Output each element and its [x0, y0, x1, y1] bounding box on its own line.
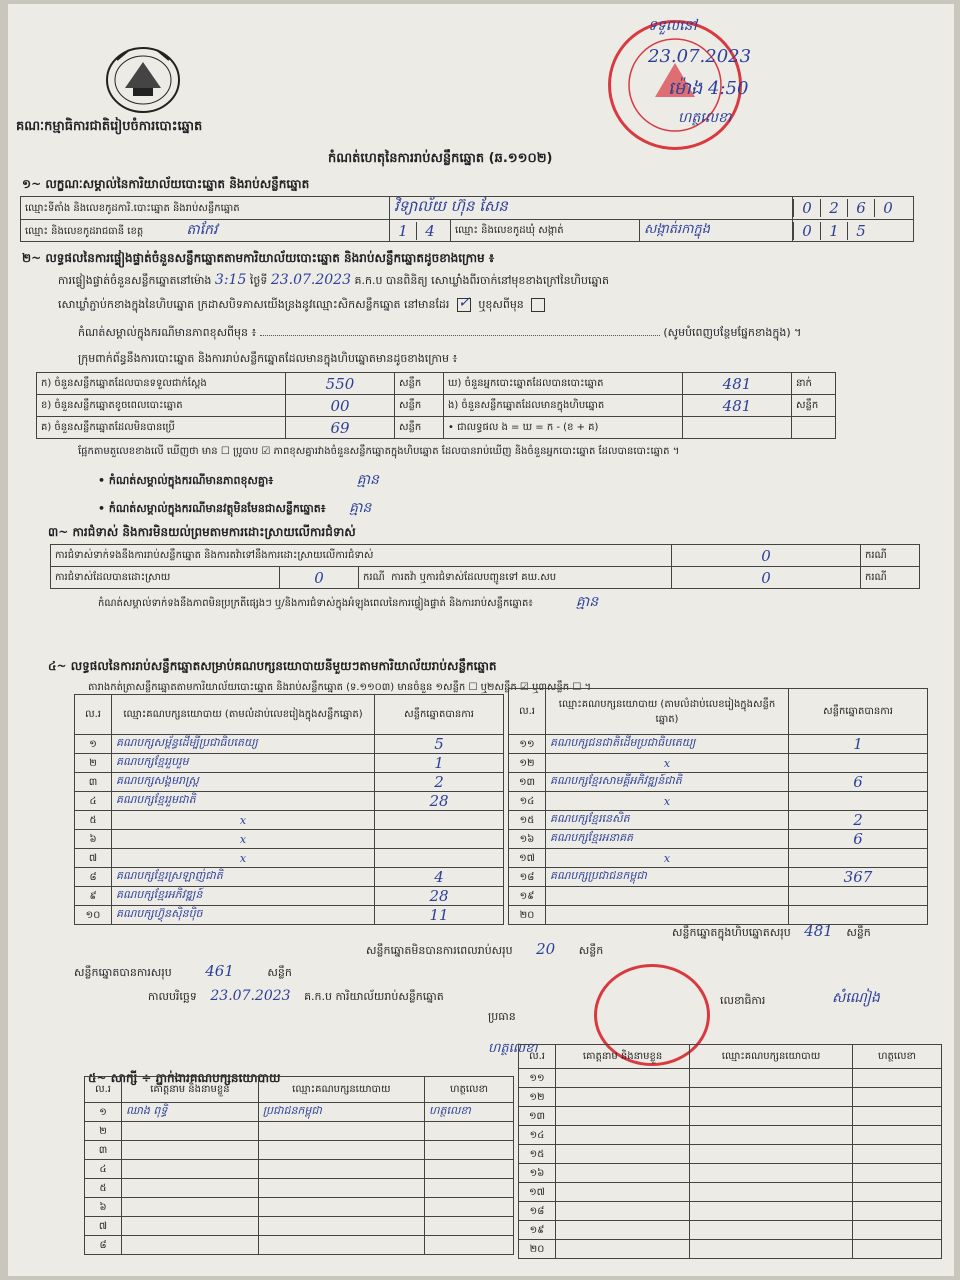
- result-row: [509, 735, 928, 754]
- col-no: ល.រ: [519, 1045, 556, 1069]
- vote-count: 1: [375, 754, 504, 773]
- date-value: 23.07.2023: [210, 988, 291, 1004]
- row-number: ១៥: [509, 811, 546, 830]
- witness-row: [519, 1145, 942, 1164]
- witness-row: [519, 1088, 942, 1107]
- results-table-right: [508, 688, 928, 925]
- commune-label: ឈ្មោះ និងលេខកូដឃុំ សង្កាត់: [451, 220, 640, 242]
- count-label-right: • ជាលទ្ធផល ង = ឃ = ក - (ខ + គ): [444, 417, 683, 439]
- result-row: [75, 735, 504, 754]
- stamp-signature: ហត្ថលេខា: [678, 110, 732, 126]
- witness-row: [85, 1198, 514, 1217]
- witness-signature: [853, 1202, 942, 1221]
- witness-party: [258, 1141, 424, 1160]
- col-party: ឈ្មោះគណបក្សនយោបាយ (តាមលំដាប់លេខរៀងក្នុងសន្លឹកឆ្នោត): [112, 695, 375, 735]
- total-invalid-label: សន្លឹកឆ្នោតមិនបានការពេលរាប់សរុប: [366, 944, 513, 957]
- count-unit: សន្លឹក: [395, 395, 444, 417]
- witness-name: ឈាង ពុទ្ធិ: [122, 1103, 259, 1122]
- totals-invalid: [366, 940, 603, 960]
- vote-count: 28: [375, 792, 504, 811]
- witness-party: [690, 1126, 853, 1145]
- note-label: កំណត់សម្គាល់ក្នុងករណីមានភាពខុសពីមុន ៖: [78, 326, 257, 339]
- result-row: [509, 830, 928, 849]
- bullet2: [98, 498, 371, 519]
- row-number: ១៨: [519, 1202, 556, 1221]
- count-value: 550: [286, 373, 395, 395]
- objection-table: [50, 544, 920, 589]
- col-sign: ហត្ថលេខា: [853, 1045, 942, 1069]
- date-line: [148, 988, 444, 1006]
- witness-signature: [425, 1179, 514, 1198]
- witness-name: [122, 1122, 259, 1141]
- party-name: គណបក្សខ្មែររួបរួម: [112, 754, 375, 773]
- row-number: ៩: [75, 887, 112, 906]
- witness-table-left: [84, 1076, 514, 1255]
- witness-name: [556, 1145, 690, 1164]
- witness-row: [519, 1202, 942, 1221]
- result-row: [75, 754, 504, 773]
- bullet1-value: គ្មាន: [356, 472, 379, 488]
- result-row: [75, 887, 504, 906]
- witness-name: [122, 1141, 259, 1160]
- witness-party: [258, 1160, 424, 1179]
- unit: សន្លឹក: [846, 926, 871, 939]
- witness-row: [519, 1069, 942, 1088]
- note-dots: [260, 335, 660, 336]
- row-number: ១១: [519, 1069, 556, 1088]
- party-name: x: [546, 792, 789, 811]
- row-number: ១៩: [519, 1221, 556, 1240]
- vote-count: [789, 792, 928, 811]
- count-unit-right: សន្លឹក: [792, 395, 836, 417]
- witness-row: [85, 1179, 514, 1198]
- witness-row: [85, 1122, 514, 1141]
- stamp-time: ម៉ោង 4:50: [668, 78, 749, 99]
- verify-line-2-text: សោឃ្លាំភ្ជាប់កខាងក្នុងនៃហិបឆ្នោត ក្រដាសបិទភាសយើងន្រងនូវឈ្មោះសិកសន្លឹកឆ្នោត នៅមានដែរ: [58, 298, 450, 311]
- vote-count: [375, 811, 504, 830]
- witness-party: [690, 1107, 853, 1126]
- row-number: ១៤: [509, 792, 546, 811]
- row-number: ៤: [75, 792, 112, 811]
- count-value-right: 481: [683, 373, 792, 395]
- secretary-signature: សំណៀង: [832, 990, 880, 1006]
- vote-count: [789, 887, 928, 906]
- result-row: [75, 849, 504, 868]
- chair-signature: ហត្ថលេខា: [488, 1041, 538, 1056]
- checkbox-empty[interactable]: [531, 298, 545, 312]
- verify-line-b: ថ្ងៃទី: [249, 274, 268, 287]
- row-number: ២០: [509, 906, 546, 925]
- section1-heading: ១~ លក្ខណៈសម្គាល់នៃការិយាល័យបោះឆ្នោត និងរាប់សន្លឹកឆ្នោត: [22, 177, 310, 191]
- row-number: ១៧: [519, 1183, 556, 1202]
- count-label: គ) ចំនួនសន្លឹកឆ្នោតដែលមិនបានប្រើ: [37, 417, 286, 439]
- objection-note-label: កំណត់សម្គាល់ទាក់ទងនឹងភាពមិនប្រក្រតីផ្សេងៗ ឬ/និងការជំទាស់ក្នុងអំឡុងពេលនៃការផ្ទៀងផ្ទាត់ និងការរាប់សន្លឹកឆ្នោត៖: [98, 598, 533, 609]
- row-number: ១: [85, 1103, 122, 1122]
- row-number: ១៦: [509, 830, 546, 849]
- count-label-right: ង) ចំនួនសន្លឹកឆ្នោតដែលមានក្នុងហិបឆ្នោត: [444, 395, 683, 417]
- row-number: ១១: [509, 735, 546, 754]
- col-name: គោត្តនាម និងនាមខ្លួន: [556, 1045, 690, 1069]
- witness-row: [519, 1183, 942, 1202]
- form-sheet: [8, 4, 954, 1276]
- count-label-right: ឃ) ចំនួនអ្នកបោះឆ្នោតដែលបានបោះឆ្នោត: [444, 373, 683, 395]
- verify-time: 3:15: [214, 272, 247, 288]
- committee: គ.ក.ប ការិយាល័យរាប់សន្លឹកឆ្នោត: [304, 990, 444, 1003]
- count-row: [37, 373, 836, 395]
- result-row: [75, 811, 504, 830]
- count-unit-right: នាក់: [792, 373, 836, 395]
- unit-text: ករណី: [363, 572, 385, 583]
- count-value: 69: [286, 417, 395, 439]
- col-party: ឈ្មោះគណបក្សនយោបាយ: [690, 1045, 853, 1069]
- unit: សន្លឹក: [267, 966, 292, 979]
- witness-row: [85, 1217, 514, 1236]
- witness-party: [690, 1183, 853, 1202]
- party-name: គណបក្សជនជាតិដើមប្រជាធិបតេយ្យ: [546, 735, 789, 754]
- witness-party: [690, 1164, 853, 1183]
- party-name: គណបក្សខ្មែរសាមគ្គីអភិវឌ្ឍន៍ជាតិ: [546, 773, 789, 792]
- vote-count: [789, 849, 928, 868]
- forwarded-unit: ករណី: [861, 567, 920, 589]
- vote-count: 28: [375, 887, 504, 906]
- result-row: [75, 773, 504, 792]
- row-number: ៥: [85, 1179, 122, 1198]
- witness-name: [556, 1240, 690, 1259]
- results-table-left: [74, 694, 504, 925]
- row-number: ៨: [75, 868, 112, 887]
- result-row: [509, 792, 928, 811]
- total-valid-label: សន្លឹកឆ្នោតបានការសរុប: [74, 966, 172, 979]
- witness-signature: [425, 1236, 514, 1255]
- count-row: [37, 417, 836, 439]
- bullet2-label: • កំណត់សម្គាល់ក្នុងករណីមានវត្ថុមិនមែនជាសន្លឹកឆ្នោត៖: [98, 502, 326, 515]
- vote-count: 6: [789, 830, 928, 849]
- witness-signature: [853, 1240, 942, 1259]
- code-digit: 1: [820, 222, 847, 240]
- witness-signature: [853, 1069, 942, 1088]
- date-label: កាលបរិច្ឆេទ: [148, 990, 197, 1003]
- result-row: [75, 792, 504, 811]
- col-no: ល.រ: [509, 689, 546, 735]
- objection-row1-label: ការជំទាស់ទាក់ទងនឹងការរាប់សន្លឹកឆ្នោត និងការតវ៉ាទៅនឹងការដោះស្រាយលើការជំទាស់: [51, 545, 672, 567]
- witness-signature: [853, 1126, 942, 1145]
- witness-signature: [853, 1221, 942, 1240]
- location-value: វិទ្យាល័យ ហ៊ុន សែន: [390, 197, 793, 220]
- witness-name: [556, 1069, 690, 1088]
- witness-name: [122, 1217, 259, 1236]
- vote-count: 5: [375, 735, 504, 754]
- verify-line: [58, 272, 609, 290]
- objection-note: [98, 592, 598, 613]
- party-name: គណបក្សសម្ព័ន្ធដើម្បីប្រជាធិបតេយ្យ: [112, 735, 375, 754]
- province-label-text: ឈ្មោះ និងលេខកូដរាជធានី ខេត្ត: [25, 226, 144, 237]
- row-number: ១៩: [509, 887, 546, 906]
- party-name: [546, 887, 789, 906]
- result-row: [509, 887, 928, 906]
- witness-row: [85, 1141, 514, 1160]
- witness-name: [556, 1202, 690, 1221]
- stamp-date: 23.07.2023: [648, 46, 752, 67]
- witness-row: [519, 1221, 942, 1240]
- party-name: គណបក្សខ្មែររួមជាតិ: [112, 792, 375, 811]
- witness-name: [556, 1164, 690, 1183]
- col-no: ល.រ: [85, 1077, 122, 1103]
- code-digit: 0: [874, 199, 901, 217]
- party-name: គណបក្សសង្គមរាស្ត្រ: [112, 773, 375, 792]
- forwarded-label-text: ការតវ៉ា ឬការជំទាស់ដែលបញ្ជូនទៅ គឃ.សប: [391, 572, 557, 583]
- row-number: ៦: [75, 830, 112, 849]
- party-name: គណបក្សហ៊្វុនស៊ិនប៉ិច: [112, 906, 375, 925]
- row-number: ១២: [509, 754, 546, 773]
- org-name: គណៈកម្មាធិការជាតិរៀបចំការបោះឆ្នោត: [16, 119, 203, 134]
- witness-row: [519, 1164, 942, 1183]
- province-label: [21, 220, 390, 242]
- row-number: ១៦: [519, 1164, 556, 1183]
- witness-table-right: [518, 1044, 942, 1259]
- vote-count: [375, 849, 504, 868]
- forwarded-label: [359, 567, 672, 589]
- vote-count: 11: [375, 906, 504, 925]
- province-value: តាកែវ: [186, 222, 218, 238]
- province-code: [390, 220, 451, 242]
- location-code: [793, 197, 914, 220]
- col-votes: សន្លឹកឆ្នោតបានការ: [789, 689, 928, 735]
- col-party: ឈ្មោះគណបក្សនយោបាយ (តាមលំដាប់លេខរៀងក្នុងសន្លឹកឆ្នោត): [546, 689, 789, 735]
- vote-count: 367: [789, 868, 928, 887]
- result-row: [509, 773, 928, 792]
- col-name: គោត្តនាម និងនាមខ្លួន: [122, 1077, 259, 1103]
- witness-signature: [425, 1198, 514, 1217]
- totals-line: [74, 962, 292, 982]
- verify-line-c: គ.ក.ប បានពិនិត្យ សោឃ្លាំងពីរចាក់នៅមុខខាងក្រៅនៃហិបឆ្នោត: [354, 274, 609, 287]
- witness-signature: [425, 1141, 514, 1160]
- witness-signature: [853, 1088, 942, 1107]
- col-votes: សន្លឹកឆ្នោតបានការ: [375, 695, 504, 735]
- party-name: គណបក្សខ្មែរស្រឡាញ់ជាតិ: [112, 868, 375, 887]
- stamp-received: ទទួលនៅ: [648, 18, 697, 34]
- result-row: [509, 811, 928, 830]
- vote-count: [375, 830, 504, 849]
- witness-row: [85, 1103, 514, 1122]
- row-number: ៨: [85, 1236, 122, 1255]
- code-digit: 1: [398, 221, 408, 240]
- row-number: ៧: [85, 1217, 122, 1236]
- count-value-right: 481: [683, 395, 792, 417]
- witness-row: [519, 1240, 942, 1259]
- totals-box: [672, 922, 871, 942]
- row-number: ៣: [85, 1141, 122, 1160]
- vote-count: 4: [375, 868, 504, 887]
- witness-row: [85, 1236, 514, 1255]
- objection-note-value: គ្មាន: [575, 594, 599, 610]
- witness-name: [556, 1088, 690, 1107]
- count-value: 00: [286, 395, 395, 417]
- row-number: ១៣: [519, 1107, 556, 1126]
- witness-party: [690, 1088, 853, 1107]
- code-digit: 5: [847, 222, 874, 240]
- witness-party: [690, 1221, 853, 1240]
- row-number: ១២: [519, 1088, 556, 1107]
- witness-signature: [853, 1107, 942, 1126]
- row-number: ១: [75, 735, 112, 754]
- unit: សន្លឹក: [578, 944, 604, 957]
- objection-unit: ករណី: [861, 545, 920, 567]
- row-number: ៥: [75, 811, 112, 830]
- witness-party: [690, 1240, 853, 1259]
- row-number: ២: [85, 1122, 122, 1141]
- witness-party: [690, 1145, 853, 1164]
- witness-party: [258, 1122, 424, 1141]
- witness-name: [556, 1126, 690, 1145]
- commune-value: សង្កាត់រកាក្នុង: [640, 220, 793, 242]
- nec-emblem: [103, 42, 183, 114]
- vote-count: 2: [789, 811, 928, 830]
- witness-party: [690, 1069, 853, 1088]
- row-number: ៤: [85, 1160, 122, 1179]
- row-number: ១៤: [519, 1126, 556, 1145]
- witness-name: [556, 1183, 690, 1202]
- col-sign: ហត្ថលេខា: [425, 1077, 514, 1103]
- row-number: ១៧: [509, 849, 546, 868]
- party-name: គណបក្សខ្មែរនេសិត: [546, 811, 789, 830]
- row-number: ៣: [75, 773, 112, 792]
- bullet1: [98, 470, 379, 491]
- row-number: ៦: [85, 1198, 122, 1217]
- total-box-value: 481: [804, 922, 833, 940]
- total-valid-value: 461: [205, 962, 234, 980]
- vote-count: [789, 754, 928, 773]
- witness-row: [85, 1160, 514, 1179]
- count-unit: សន្លឹក: [395, 373, 444, 395]
- count-label: ខ) ចំនួនសន្លឹកឆ្នោតខូចពេលបោះឆ្នោត: [37, 395, 286, 417]
- section4-heading: ៤~ លទ្ធផលនៃការរាប់សន្លឹកឆ្នោតសម្រាប់គណបក្សនយោបាយនីមួយៗតាមការិយាល័យរាប់សន្លឹកឆ្នោត: [48, 659, 497, 673]
- result-row: [75, 906, 504, 925]
- witness-signature: [425, 1160, 514, 1179]
- section5-heading: ៥~ សាក្សី ÷ ភ្នាក់ងារគណបក្សនយោបាយ: [88, 1071, 281, 1085]
- result-row: [509, 754, 928, 773]
- witness-party: [258, 1198, 424, 1217]
- count-label: ក) ចំនួនសន្លឹកឆ្នោតដែលបានទទួលជាក់ស្តែង: [37, 373, 286, 395]
- row-number: ១៨: [509, 868, 546, 887]
- witness-name: [122, 1236, 259, 1255]
- row-number: ១០: [75, 906, 112, 925]
- witness-signature: [425, 1217, 514, 1236]
- result-row: [75, 830, 504, 849]
- checkbox-label: ឬខុសពីមុន: [478, 298, 524, 311]
- section4-sub: តារាងកត់ត្រាសន្លឹកឆ្នោតតាមការិយាល័យបោះឆ្នោត និងរាប់សន្លឹកឆ្នោត (ទ.១១០៣) មានចំនួន ១សន្លឹក ☐ ឬ២សន្លឹក ☑ ឬ៣សន្លឹក ☐ ។: [88, 682, 592, 693]
- result-row: [75, 868, 504, 887]
- vote-count: 2: [375, 773, 504, 792]
- section1-table: [20, 196, 914, 242]
- count-unit: សន្លឹក: [395, 417, 444, 439]
- commune-code: [793, 220, 914, 242]
- check-line: ផ្អែកតាមតួលេខខាងលើ ឃើញថា មាន ☐ ប្រូបាប ☑ ភាពខុសគ្នារវាងចំនួនសន្លឹកឆ្នោតក្នុងហិបឆ្នោត ដែលបានរាប់ឃើញ និងចំនួនអ្នកបោះឆ្នោត ដែលបានបោះឆ្នោត ។: [78, 446, 680, 457]
- row-number: ១៥: [519, 1145, 556, 1164]
- bullet2-value: គ្មាន: [349, 500, 372, 516]
- section3-heading: ៣~ ការជំទាស់ និងការមិនយល់ព្រមតាមការដោះស្រាយលើការជំទាស់: [48, 525, 356, 539]
- count-table: [36, 372, 836, 439]
- verify-line-a: ការផ្ទៀងផ្ទាត់ចំនួនសន្លឹកឆ្នោតនៅម៉ោង: [58, 274, 212, 287]
- witness-name: [122, 1179, 259, 1198]
- verify-line-2: [58, 293, 549, 314]
- row-number: ១៣: [509, 773, 546, 792]
- party-name: គណបក្សប្រជាជនកម្ពុជា: [546, 868, 789, 887]
- party-name: x: [112, 830, 375, 849]
- row-number: ២: [75, 754, 112, 773]
- code-digit: 4: [416, 222, 443, 240]
- vote-count: 6: [789, 773, 928, 792]
- witness-row: [519, 1126, 942, 1145]
- witness-party: ប្រជាជនកម្ពុជា: [258, 1103, 424, 1122]
- verify-date: 23.07.2023: [270, 272, 351, 288]
- party-name: x: [112, 849, 375, 868]
- witness-name: [556, 1107, 690, 1126]
- witness-signature: [425, 1122, 514, 1141]
- witness-name: [122, 1198, 259, 1217]
- witness-signature: ហត្ថលេខា: [425, 1103, 514, 1122]
- witness-party: [690, 1202, 853, 1221]
- code-digit: 0: [793, 222, 820, 240]
- secretary-label: លេខាធិការ: [720, 994, 766, 1007]
- code-digit: 0: [793, 199, 820, 217]
- result-row: [509, 849, 928, 868]
- witness-party: [258, 1236, 424, 1255]
- forwarded-value: 0: [672, 567, 861, 589]
- checkbox-checked[interactable]: ✓: [457, 293, 471, 311]
- location-label: ឈ្មោះទីតាំង និងលេខកូដការិ.បោះឆ្នោត និងរាប់សន្លឹកឆ្នោត: [21, 197, 390, 220]
- total-box-label: សន្លឹកឆ្នោតក្នុងហិបឆ្នោតសរុប: [672, 926, 791, 939]
- resolved-value: 0: [280, 567, 359, 589]
- party-name: គណបក្សខ្មែរអនាគត: [546, 830, 789, 849]
- total-invalid-value: 20: [536, 940, 556, 958]
- party-name: x: [546, 754, 789, 773]
- count-unit-right: [792, 417, 836, 439]
- count-value-right: [683, 417, 792, 439]
- form-title: កំណត់ហេតុនៃការរាប់សន្លឹកឆ្នោត (ឆ.១១០២): [328, 151, 553, 166]
- witness-signature: [853, 1164, 942, 1183]
- count-row: [37, 395, 836, 417]
- bullet1-label: • កំណត់សម្គាល់ក្នុងករណីមានភាពខុសគ្នា៖: [98, 474, 274, 487]
- section2-heading: ២~ លទ្ធផលនៃការផ្ទៀងផ្ទាត់ចំនួនសន្លឹកឆ្នោតតាមការិយាល័យបោះឆ្នោត និងរាប់សន្លឹកឆ្នោតដូចខាងក្រោម ៖: [22, 251, 495, 265]
- witness-signature: [853, 1145, 942, 1164]
- note-line: [78, 326, 801, 342]
- objection-row1-value: 0: [672, 545, 861, 567]
- col-party: ឈ្មោះគណបក្សនយោបាយ: [258, 1077, 424, 1103]
- party-name: x: [546, 849, 789, 868]
- witness-party: [258, 1179, 424, 1198]
- code-digit: 2: [820, 199, 847, 217]
- row-number: ២០: [519, 1240, 556, 1259]
- chair-label: ប្រធាន: [488, 1010, 516, 1023]
- vote-count: 1: [789, 735, 928, 754]
- witness-row: [519, 1107, 942, 1126]
- witness-signature: [853, 1183, 942, 1202]
- code-digit: 6: [847, 199, 874, 217]
- witness-party: [258, 1217, 424, 1236]
- result-row: [509, 868, 928, 887]
- witness-name: [122, 1160, 259, 1179]
- row-number: ៧: [75, 849, 112, 868]
- party-name: x: [112, 811, 375, 830]
- table-intro: ក្រុមពាក់ព័ន្ធនឹងការបោះឆ្នោត និងការរាប់សន្លឹកឆ្នោតដែលមានក្នុងហិបឆ្នោតមានដូចខាងក្រោម ៖: [78, 352, 458, 365]
- col-no: ល.រ: [75, 695, 112, 735]
- witness-name: [556, 1221, 690, 1240]
- resolved-label: ការជំទាស់ដែលបានដោះស្រាយ: [51, 567, 280, 589]
- note-hint: (សូមបំពេញបន្ថែមផ្នែកខាងក្នុង) ។: [663, 326, 802, 339]
- party-name: គណបក្សខ្មែរអភិវឌ្ឍន៍: [112, 887, 375, 906]
